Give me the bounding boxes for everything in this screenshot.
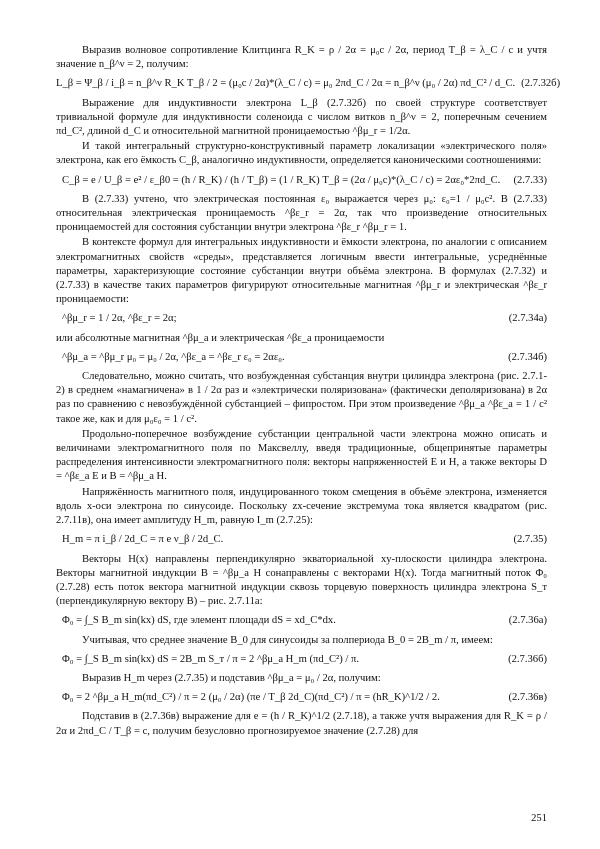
equation-2-7-36a [56,614,547,628]
paragraph: Подставив в (2.7.36в) выражение для e = (h / R_K)^1/2 (2.7.18), а также учтя выражения для R_K = ρ / 2α и 2πd_C / T_β = c, получим безусловно прогнозируемое значение (2.7.28) для [56,711,547,737]
equation-body: H_m = π i_β / 2d_C = π e ν_β / 2d_C. [62,534,224,546]
equation-number: (2.7.34б) [508,351,547,363]
equation-number: (2.7.36а) [508,615,547,627]
equation-body: Φ₀ = 2 ^βμ_a H_m(πd_C²) / π = 2 (μ₀ / 2α) (πe / T_β 2d_C)(πd_C²) / π = (hR_K)^1/2 / 2. [62,692,440,704]
paragraph: или абсолютные магнитная ^βμ_a и электрическая ^βε_a проницаемости [56,332,385,344]
paragraph: Выражение для индуктивности электрона L_β (2.7.32б) по своей структуре соответствует тривиальной формуле для индуктивности соленоида с числом витков n_β^ν = 2, поперечным сечением πd_C², длиной d_C и относительной магнитной проницаемостью ^βμ_r = 1/2α. [56,97,547,138]
equation-2-7-32b [56,77,561,91]
equation-body: Φ₀ = ∫_S B_m sin(kx) dS = 2B_m S_т / π = 2 ^βμ_a H_m (πd_C²) / π. [62,653,359,665]
equation-number: (2.7.35) [513,534,547,546]
paragraph: Выразив волновое сопротивление Клитцинга R_K = ρ / 2α = μ₀c / 2α, период T_β = λ_C / c и учтя значение n_β^ν = 2, получим: [56,45,547,71]
paragraph: Векторы H(x) направлены перпендикулярно экваториальной xy-плоскости цилиндра электрона. Векторы магнитной индукции B = ^βμ_a H сонаправлены с векторами H(x). Тогда магнитный поток Φ₀ (2.7.28) есть поток вектора магнитной индукции сквозь торцевую поверхность цилиндра электрона S_т (перпендикулярную вектору B) – рис. 2.7.11а: [56,553,547,608]
equation-2-7-35 [56,533,547,547]
equation-body: Φ₀ = ∫_S B_m sin(kx) dS, где элемент площади dS = xd_C*dx. [62,615,336,627]
paragraph: Продольно-поперечное возбуждение субстанции центральной части электрона можно описать и величинами электромагнитного поля по Максвеллу, введя традиционные, общепринятые параметры распределения интенсивности электромагнитного поля: векторы напряженностей E и H, а также векторы D = ^βε_a E и B = ^βμ_a H. [56,428,547,483]
equation-2-7-34b [56,351,547,365]
paragraph: И такой интегральный структурно-конструктивный параметр локализации «электрического поля» электрона, как его ёмкость C_β, аналогично индуктивности, определяется каноническими соотношениями: [56,141,547,167]
equation-number: (2.7.36б) [508,653,547,665]
equation-2-7-36v [56,691,547,705]
equation-body: ^βμ_a = ^βμ_r μ₀ = μ₀ / 2α, ^βε_a = ^βε_r ε₀ = 2αε₀. [62,351,285,363]
equation-body: ^βμ_r = 1 / 2α, ^βε_r = 2α; [62,313,177,325]
equation-number: (2.7.33) [513,174,547,186]
equation-2-7-36b [56,653,547,667]
equation-body: C_β = e / U_β = e² / ε_β0 = (h / R_K) / (h / T_β) = (1 / R_K) T_β = (2α / μ₀c)*(λ_C / c) = 2αε₀*2πd_C. [62,174,501,186]
paragraph: В контексте формул для интегральных индуктивности и ёмкости электрона, по аналогии с описанием электромагнитных свойств «среды», представляется логичным ввести интегральные, усреднённые параметры, характеризующие состояние субстанции внутри объёма электрона. В формулах (2.7.32) и (2.7.33) в качестве таких параметров фигурируют относительные магнитная ^βμ_r и электрическая ^βε_r проницаемости: [56,237,547,306]
paragraph: Учитывая, что среднее значение B_0 для синусоиды за полпериода B_0 = 2B_m / π, имеем: [82,634,493,646]
equation-body: L_β = Ψ_β / i_β = n_β^ν R_K T_β / 2 = (μ₀c / 2α)*(λ_C / c) = μ₀ 2πd_C / 2α = n_β^ν (μ₀ / 2α) πd_C² / d_C. [56,78,516,90]
equation-2-7-33 [56,174,547,188]
equation-number: (2.7.36в) [508,692,547,704]
equation-number: (2.7.32б) [521,78,561,90]
page-number: 251 [531,813,547,824]
paragraph: Напряжённость магнитного поля, индуцированного током смещения в объёме электрона, изменяется вдоль x-оси электрона по синусоиде. Поскольку zx-сечение экстремума тока является квадратом (рис. 2.7.11в), она имеет амплитуду H_m, равную I_m (2.7.25): [56,486,547,527]
paragraph: Выразив H_m через (2.7.35) и подставив ^βμ_a = μ₀ / 2α, получим: [82,672,381,684]
equation-2-7-34a [56,312,547,326]
paragraph: Следовательно, можно считать, что возбужденная субстанция внутри цилиндра электрона (рис. 2.7.1-2) в среднем «намагничена» в 1 / 2α раз и «электрически поляризована» (фактически деполяризована) в 2α раз по сравнению с невозбуждённой субстанцией – фипростом. При этом произведение ^βμ_a ^βε_a = 1 / c² такое же, как и для μ₀ε₀ = 1 / c². [56,371,547,425]
equation-number: (2.7.34а) [508,313,547,325]
paragraph: В (2.7.33) учтено, что электрическая постоянная ε₀ выражается через μ₀: ε₀=1 / μ₀c². В (2.7.33) относительная электрическая проницаемость ^βε_r = 2α, так что произведение относительных проницаемостей для состояния субстанции внутри электрона ^βε_r ^βμ_r = 1. [56,193,547,234]
